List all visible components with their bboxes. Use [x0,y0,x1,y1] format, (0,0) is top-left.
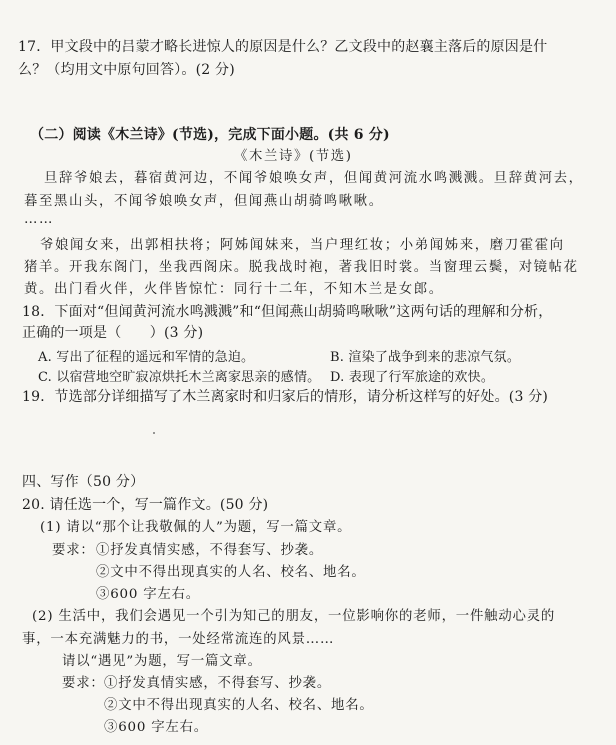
poem-line-4: 猪羊。开我东阁门，坐我西阁床。脱我战时袍，著我旧时裳。当窗理云鬓，对镜帖花 [24,260,579,275]
q18-option-d: D. 表现了行军旅途的欢快。 [330,370,495,385]
prompt-2-intro-1: (2) 生活中，我们会遇见一个引为知己的朋友，一位影响你的老师，一件触动心灵的 [32,609,556,624]
prompt-2-intro-2: 事，一本充满魅力的书，一处经常流连的风景…… [22,632,335,647]
q18-line-2: 正确的一项是（ ）(3 分) [22,325,204,341]
prompt-2-req-2: ②文中不得出现真实的人名、校名、地名。 [104,698,374,713]
prompt-2-req-label: 要求： [62,676,105,691]
prompt-1-req-2: ②文中不得出现真实的人名、校名、地名。 [96,565,366,580]
prompt-1-req-label: 要求： [52,543,95,558]
poem-line-1: 旦辞爷娘去，暮宿黄河边，不闻爷娘唤女声，但闻黄河流水鸣溅溅。旦辞黄河去， [44,171,584,186]
prompt-2: 请以“遇见”为题，写一篇文章。 [62,654,262,669]
poem-line-2: 暮至黑山头，不闻爷娘唤女声，但闻燕山胡骑鸣啾啾。 [24,194,384,209]
prompt-1-req-3: ③600 字左右。 [96,587,200,602]
q18-line-1: 18．下面对“但闻黄河流水鸣溅溅”和“但闻燕山胡骑鸣啾啾”这两句话的理解和分析， [22,304,553,320]
q17-line-1: 17．甲文段中的吕蒙才略长进惊人的原因是什么？乙文段中的赵襄主落后的原因是什 [18,39,548,55]
stray-dot [153,432,155,434]
poem-title: 《木兰诗》(节选) [234,149,353,164]
poem-ellipsis: …… [24,212,54,227]
q18-option-c: C. 以宿营地空旷寂凉烘托木兰离家思亲的感情。 [38,370,321,385]
poem-line-5: 黄。出门看火伴，火伴皆惊忙：同行十二年，不知木兰是女郎。 [24,282,444,297]
poem-line-3: 爷娘闻女来，出郭相扶将；阿姊闻妹来，当户理红妆；小弟闻姊来，磨刀霍霍向 [40,238,565,253]
q20-heading: 20. 请任选一个，写一篇作文。(50 分) [22,497,269,513]
prompt-2-req-3: ③600 字左右。 [104,720,208,735]
prompt-2-req-1: ①抒发真情实感，不得套写、抄袭。 [104,676,332,691]
q18-option-b: B. 渲染了战争到来的悲凉气氛。 [330,350,521,365]
q18-option-a: A. 写出了征程的遥远和军情的急迫。 [38,350,255,365]
prompt-1-req-1: ①抒发真情实感，不得套写、抄袭。 [96,543,324,558]
section-2-heading: （二）阅读《木兰诗》(节选)，完成下面小题。(共 6 分) [30,127,390,143]
q17-line-2: 么？（均用文中原句回答）。(2 分) [18,62,235,78]
q19-line-1: 19．节选部分详细描写了木兰离家时和归家后的情形，请分析这样写的好处。(3 分) [22,389,549,405]
prompt-1: (1) 请以“那个让我敬佩的人”为题，写一篇文章。 [40,520,352,535]
section-4-heading: 四、写作（50 分） [22,474,145,490]
